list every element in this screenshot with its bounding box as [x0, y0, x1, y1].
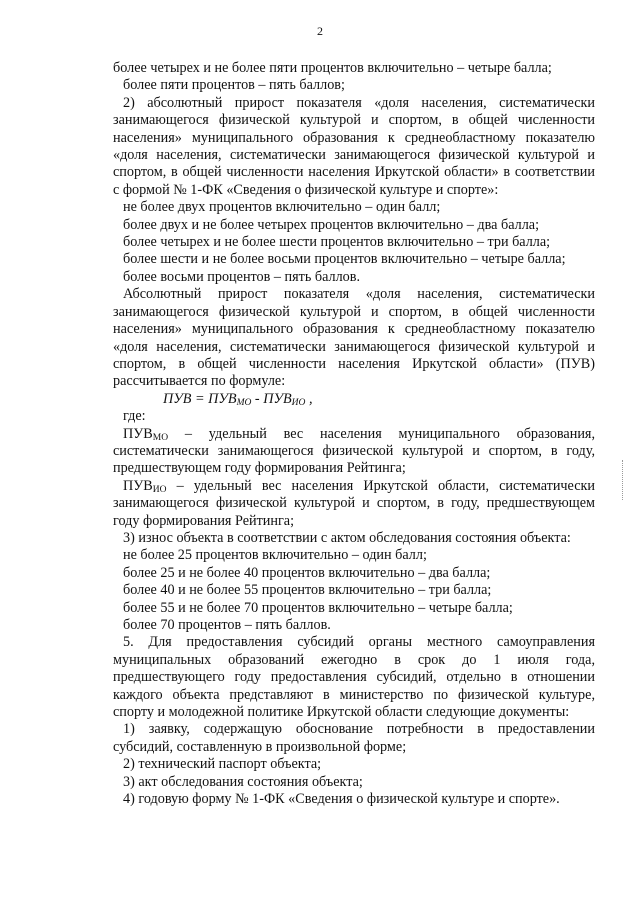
paragraph: более 70 процентов – пять баллов.	[123, 617, 331, 633]
paragraph: более 40 и не более 55 процентов включительно – три балла;	[123, 582, 492, 599]
paragraph: более четырех и не более пяти процентов включительно – четыре балла;	[113, 60, 552, 76]
paragraph: более 25 и не более 40 процентов включительно – два балла;	[123, 564, 491, 581]
document-body	[113, 60, 595, 808]
paragraph: 2) технический паспорт объекта;	[123, 756, 322, 773]
paragraph: более восьми процентов – пять баллов.	[123, 268, 361, 285]
paragraph: более пяти процентов – пять баллов;	[123, 77, 345, 94]
definition-io: $ПУВ_{ИО}$ – удельный вес населения Иркутской области, систематически занимающегося физической культурой и спортом, в году, предшествующем году формирования Рейтинга;	[113, 477, 595, 529]
scan-margin-mark	[622, 460, 625, 500]
paragraph: 1) заявку, содержащую обоснование потребности в предоставлении субсидий, составленную в произвольной форме;	[113, 721, 595, 755]
paragraph: 3) износ объекта в соответствии с актом обследования состояния объекта:	[123, 529, 571, 546]
where-label: где:	[123, 408, 146, 425]
paragraph: более шести и не более восьми процентов включительно – четыре балла;	[123, 251, 566, 268]
paragraph: не более 25 процентов включительно – один балл;	[123, 547, 427, 564]
paragraph: Абсолютный прирост показателя «доля населения, систематически занимающегося физической культурой и спортом, в общей численности населения» муниципального образования к среднеобластному показателю «доля населения, систематически занимающегося физической культурой и спортом, в общей численности населения Иркутской области» (ПУВ) рассчитывается по формуле:	[113, 286, 595, 390]
paragraph: 4) годовую форму № 1-ФК «Сведения о физической культуре и спорте».	[123, 791, 560, 808]
paragraph: более 55 и не более 70 процентов включительно – четыре балла;	[123, 599, 513, 616]
paragraph: 3) акт обследования состояния объекта;	[123, 773, 363, 790]
paragraph: 5. Для предоставления субсидий органы местного самоуправления муниципальных образований ежегодно в срок до 1 июля года, предшествующего году предоставления субсидий, отдельно в отношении каждого объекта представляют в министерство по физической культуре, спорту и молодежной политике Иркутской области следующие документы:	[113, 634, 595, 721]
definition-mo: $ПУВ_{МО}$ – удельный вес населения муниципального образования, систематически занимающегося физической культурой и спортом, в году, предшествующем году формирования Рейтинга;	[113, 425, 595, 477]
paragraph: не более двух процентов включительно – один балл;	[123, 199, 441, 216]
page-number: 2	[317, 24, 323, 38]
paragraph: 2) абсолютный прирост показателя «доля населения, систематически занимающегося физической культурой и спортом, в общей численности населения» муниципального образования к среднеобластному показателю «доля населения, систематически занимающегося физической культурой и спортом, в общей численности населения Иркутской области» в соответствии с формой № 1-ФК «Сведения о физической культуре и спорте»:	[113, 94, 595, 198]
paragraph: более двух и не более четырех процентов включительно – два балла;	[123, 216, 540, 233]
formula: ПУВ = $ПУВ_{МО} - ПУВ_{ИО}$ ,	[163, 390, 313, 408]
paragraph: более четырех и не более шести процентов включительно – три балла;	[123, 234, 551, 251]
